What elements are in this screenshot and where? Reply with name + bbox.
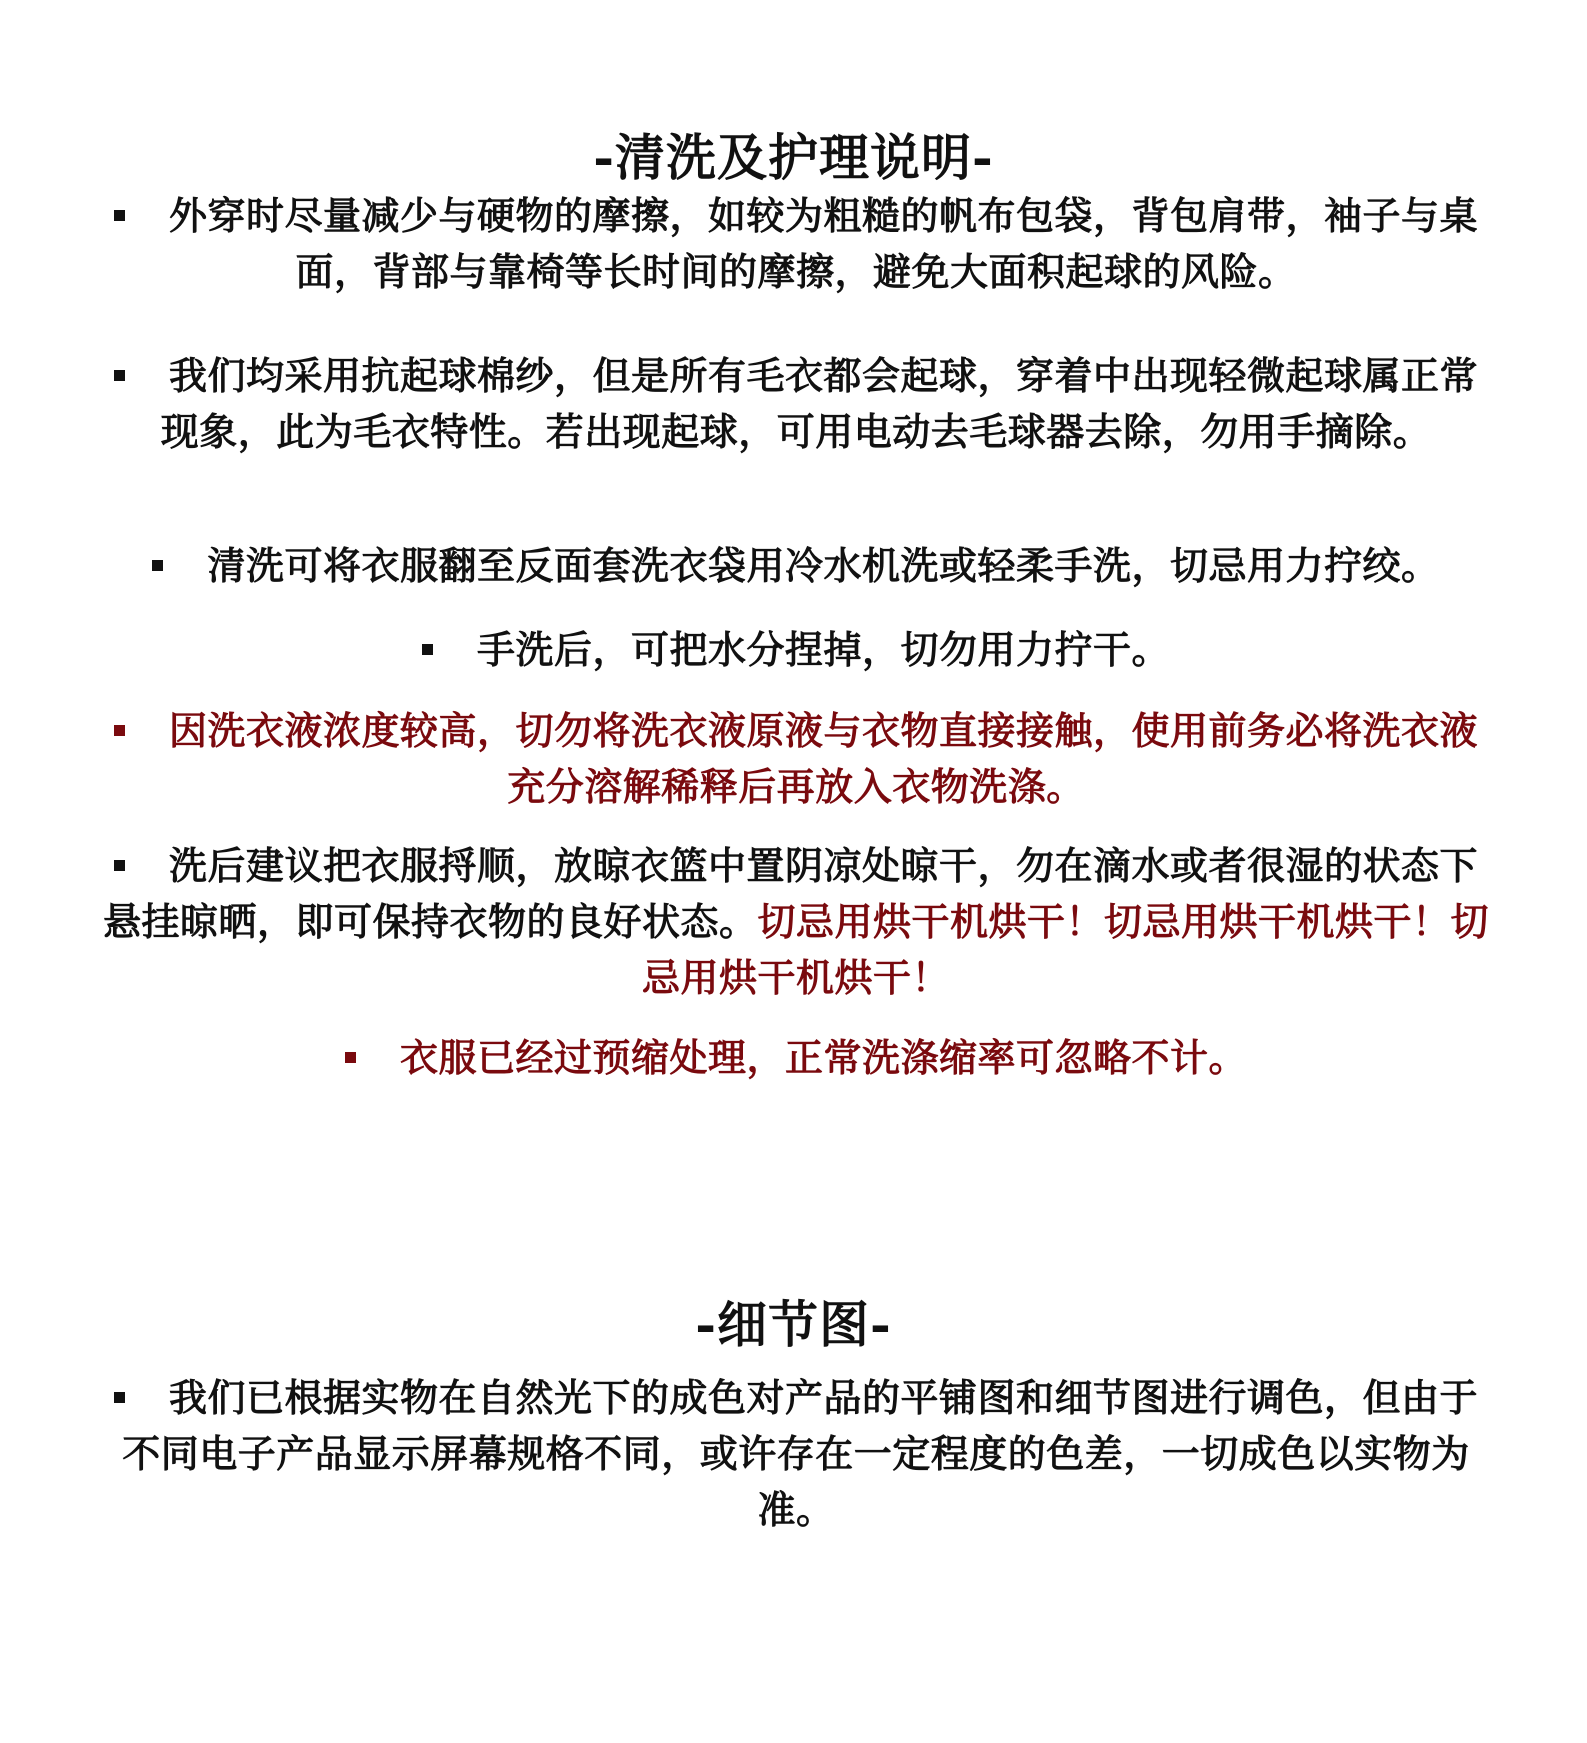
care-item-5 [97,703,1495,815]
bullet-icon [152,560,163,571]
bullet-icon [114,1392,125,1403]
care-item-5-text: 因洗衣液浓度较高，切勿将洗衣液原液与衣物直接接触，使用前务必将洗衣液充分溶解稀释后再放入衣物洗涤。 [168,708,1478,809]
care-item-6 [97,838,1495,1006]
detail-item-1-text: 我们已根据实物在自然光下的成色对产品的平铺图和细节图进行调色，但由于不同电子产品显示屏幕规格不同，或许存在一定程度的色差，一切成色以实物为准。 [122,1375,1478,1532]
bullet-icon [114,370,125,381]
bullet-icon [114,210,125,221]
care-item-4-text: 手洗后，可把水分捏掉，切勿用力拧干。 [476,627,1170,672]
care-item-4 [97,622,1495,678]
care-item-7 [97,1030,1495,1086]
care-item-1 [97,188,1495,300]
care-item-7-text: 衣服已经过预缩处理，正常洗涤缩率可忽略不计。 [399,1035,1247,1080]
bullet-icon [422,644,433,655]
bullet-icon [114,860,125,871]
detail-item-1 [97,1370,1495,1538]
bullet-icon [345,1052,356,1063]
care-section-title: -清洗及护理说明- [593,128,994,187]
care-item-2 [97,348,1495,460]
care-item-1-text: 外穿时尽量减少与硬物的摩擦，如较为粗糙的帆布包袋，背包肩带，袖子与桌面，背部与靠椅等长时间的摩擦，避免大面积起球的风险。 [168,193,1478,294]
detail-section-title: -细节图- [695,1295,892,1354]
care-item-6-warning: 切忌用烘干机烘干！切忌用烘干机烘干！切忌用烘干机烘干！ [641,899,1490,1000]
bullet-icon [114,725,125,736]
care-item-2-text: 我们均采用抗起球棉纱，但是所有毛衣都会起球，穿着中出现轻微起球属正常现象，此为毛衣特性。若出现起球，可用电动去毛球器去除，勿用手摘除。 [160,353,1478,454]
care-item-3 [97,538,1495,594]
care-item-6-text: 洗后建议把衣服捋顺，放晾衣篮中置阴凉处晾干，勿在滴水或者很湿的状态下悬挂晾晒，即可保持衣物的良好状态。 [102,843,1478,944]
care-item-3-text: 清洗可将衣服翻至反面套洗衣袋用冷水机洗或轻柔手洗，切忌用力拧绞。 [207,543,1440,588]
